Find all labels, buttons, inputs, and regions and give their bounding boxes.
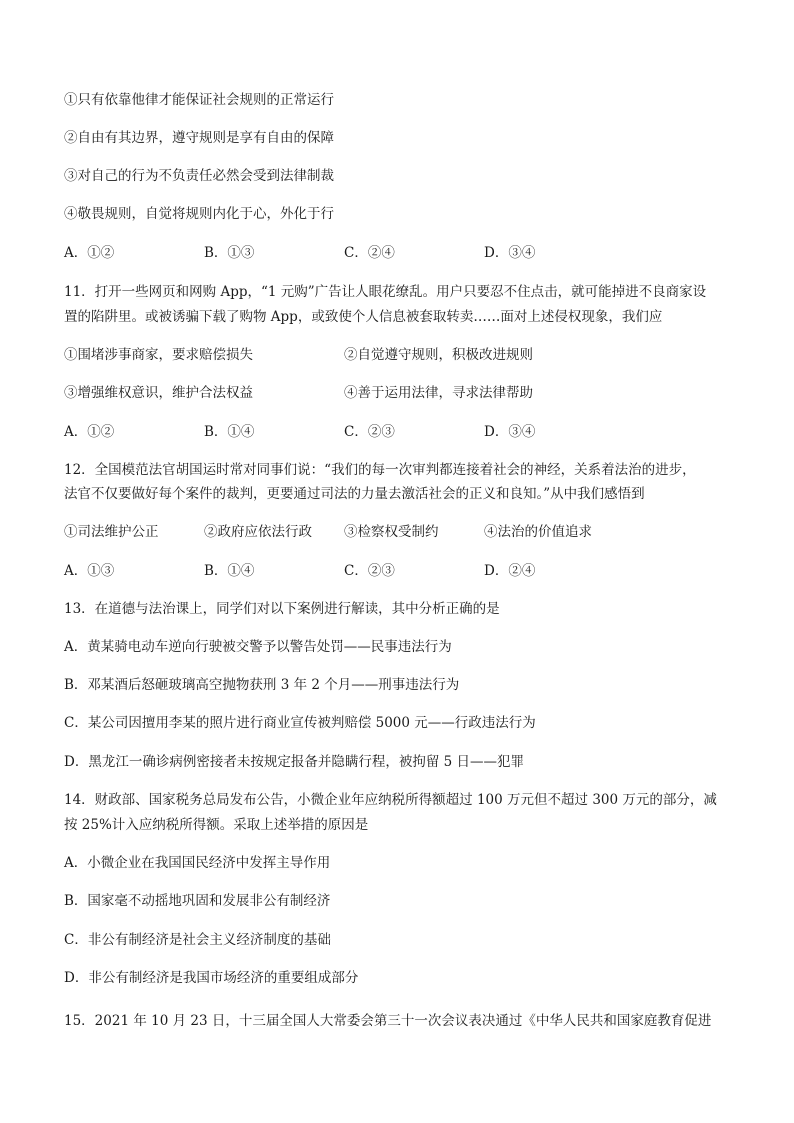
q10-answer-a: A．①② [64,245,115,261]
q11-answer-b: B．①④ [204,424,255,440]
q14-stem-line1: 14．财政部、国家税务总局发布公告，小微企业年应纳税所得额超过 100 万元但不超过 300 万元的部分，减 [64,792,717,808]
q12-option-2: ②政府应依法行政 [204,524,312,540]
q11-option-4: ④善于运用法律，寻求法律帮助 [344,385,533,401]
q14-choice-c: C．非公有制经济是社会主义经济制度的基础 [64,932,331,948]
q11-stem-line2: 置的陷阱里。或被诱骗下载了购物 App，或致使个人信息被套取转卖……面对上述侵权现象，我们应 [64,309,663,325]
q12-option-1: ①司法维护公正 [64,524,159,540]
q14-choice-a: A．小微企业在我国国民经济中发挥主导作用 [64,855,331,871]
q11-option-2: ②自觉遵守规则，积极改进规则 [344,347,533,363]
q15-stem-line1: 15．2021 年 10 月 23 日，十三届全国人大常委会第三十一次会议表决通过《中华人民共和国家庭教育促进 [64,1013,712,1029]
q12-option-4: ④法治的价值追求 [484,524,592,540]
q11-option-3: ③增强维权意识，维护合法权益 [64,385,253,401]
q11-stem-line1: 11．打开一些网页和网购 App，“1 元购”广告让人眼花缭乱。用户只要忍不住点击，就可能掉进不良商家设 [64,284,707,300]
q12-stem-line1: 12．全国模范法官胡国运时常对同事们说：“我们的每一次审判都连接着社会的神经，关系着法治的进步， [64,462,696,478]
q12-answer-b: B．①④ [204,563,255,579]
q14-choice-d: D．非公有制经济是我国市场经济的重要组成部分 [64,970,359,986]
q10-answer-c: C．②④ [344,245,395,261]
q12-answer-d: D．②④ [484,563,536,579]
q13-choice-d: D．黑龙江一确诊病例密接者未按规定报备并隐瞒行程，被拘留 5 日——犯罪 [64,754,524,770]
q10-option-1: ①只有依靠他律才能保证社会规则的正常运行 [64,92,334,108]
q13-choice-a: A．黄某骑电动车逆向行驶被交警予以警告处罚——民事违法行为 [64,639,452,655]
q11-answer-a: A．①② [64,424,115,440]
q10-option-2: ②自由有其边界，遵守规则是享有自由的保障 [64,130,334,146]
q12-answer-a: A．①③ [64,563,115,579]
q11-option-1: ①围堵涉事商家，要求赔偿损失 [64,347,253,363]
q12-answer-c: C．②③ [344,563,395,579]
q13-choice-c: C．某公司因擅用李某的照片进行商业宣传被判赔偿 5000 元——行政违法行为 [64,715,536,731]
q10-answer-b: B．①③ [204,245,255,261]
q10-option-3: ③对自己的行为不负责任必然会受到法律制裁 [64,168,334,184]
q11-answer-c: C．②③ [344,424,395,440]
q13-choice-b: B．邓某酒后怒砸玻璃高空抛物获刑 3 年 2 个月——刑事违法行为 [64,677,460,693]
q12-stem-line2: 法官不仅要做好每个案件的裁判，更要通过司法的力量去激活社会的正义和良知。”从中我们感悟到 [64,486,645,502]
q10-answer-d: D．③④ [484,245,536,261]
q13-stem: 13．在道德与法治课上，同学们对以下案例进行解读，其中分析正确的是 [64,601,500,617]
q11-answer-d: D．③④ [484,424,536,440]
q10-option-4: ④敬畏规则，自觉将规则内化于心，外化于行 [64,206,334,222]
q14-choice-b: B．国家毫不动摇地巩固和发展非公有制经济 [64,893,331,909]
q12-option-3: ③检察权受制约 [344,524,439,540]
q14-stem-line2: 按 25%计入应纳税所得额。采取上述举措的原因是 [64,817,369,833]
